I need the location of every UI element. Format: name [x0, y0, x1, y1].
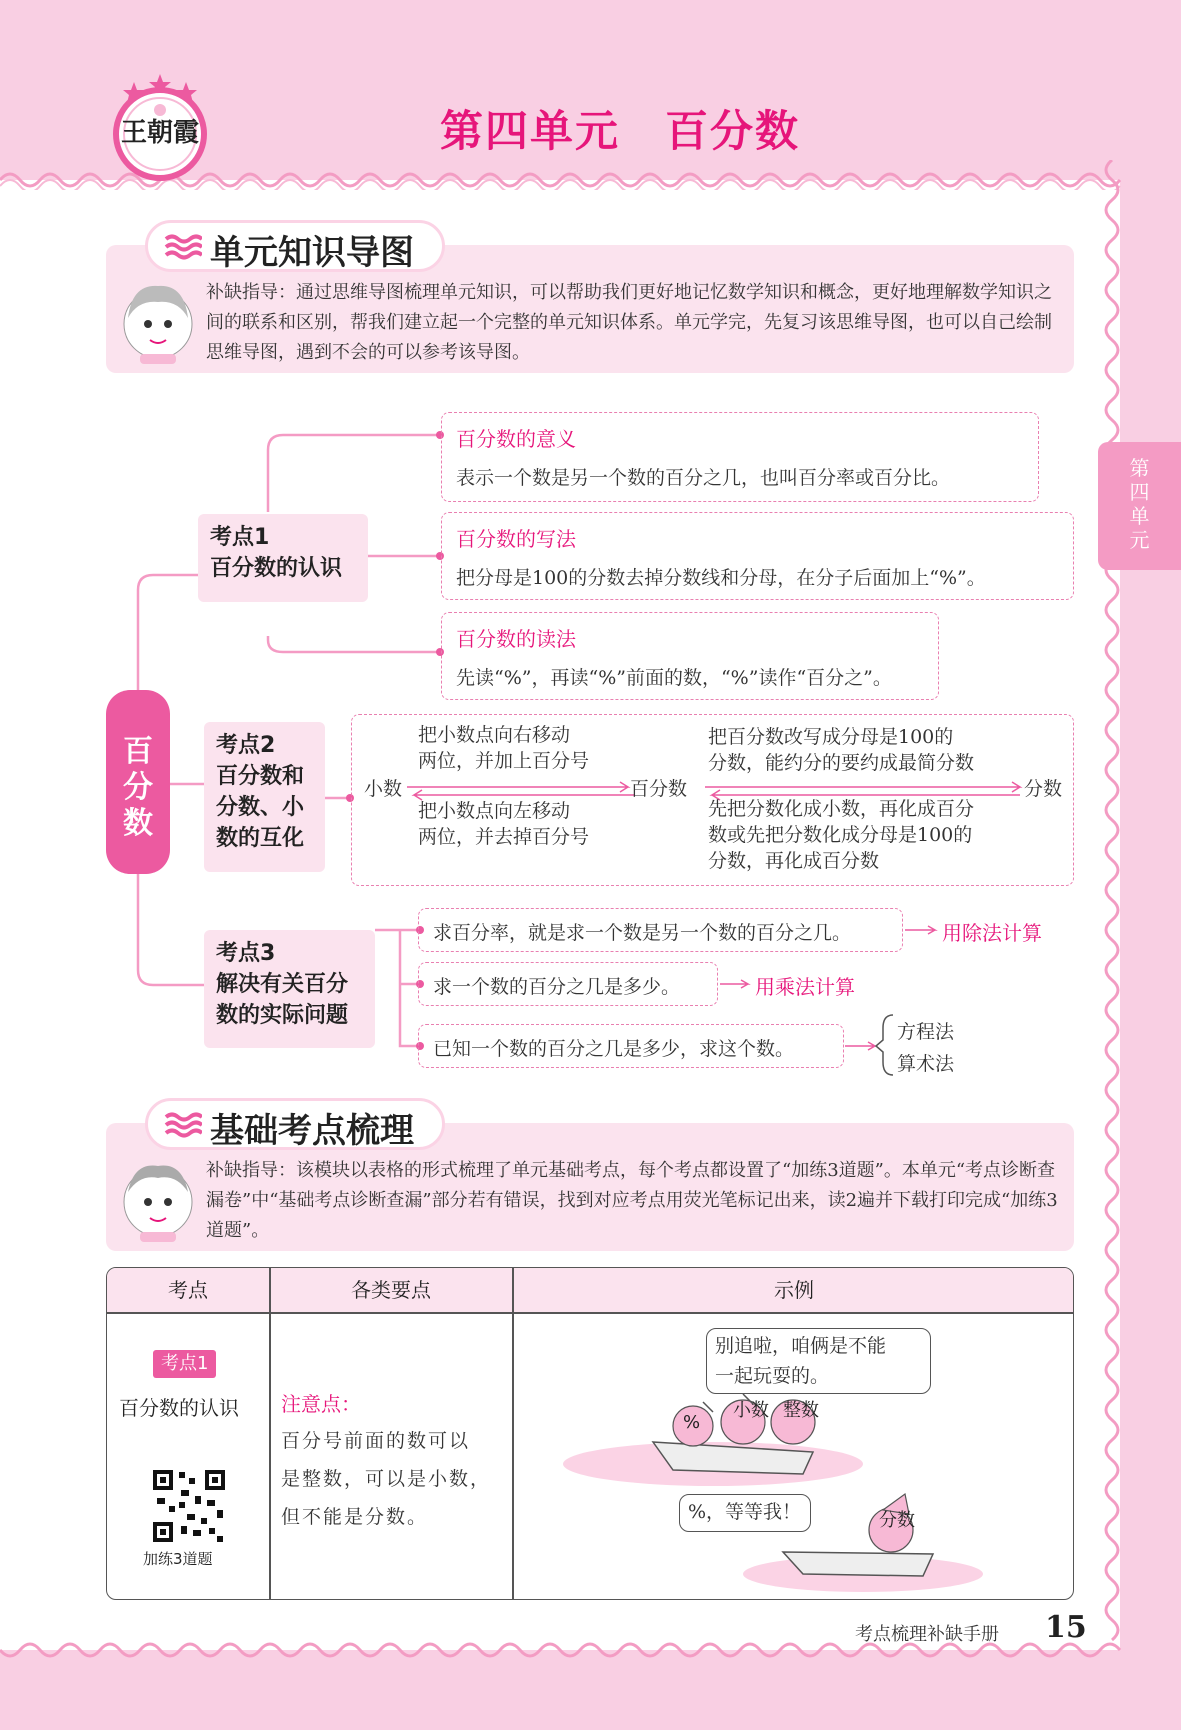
reading-text: 先读“%”，再读“%”前面的数，“%”读作“百分之”。 [456, 667, 892, 689]
conv-fraction: 分数 [1024, 778, 1063, 800]
waves-icon [164, 233, 202, 261]
writing-title: 百分数的写法 [456, 527, 576, 551]
conv-line: 先把分数化成小数，再化成百分 [708, 798, 975, 820]
section1-header [145, 220, 445, 272]
conv-line: 把百分数改写成分母是100的 [708, 726, 954, 748]
writing-box [441, 512, 1074, 600]
topic3-line: 解决有关百分 [216, 972, 349, 997]
center-char: 分 [123, 770, 153, 805]
problem-box [418, 908, 903, 952]
conv-line: 数或先把分数化成分母是100的 [708, 824, 973, 846]
note-line: 是整数，可以是小数， [281, 1468, 492, 1490]
topic2-label: 考点2 [216, 733, 276, 758]
conv-line: 把小数点向左移动 [418, 800, 571, 822]
speech-bubble: %，等等我！ [679, 1494, 811, 1532]
qr-label: 加练3道题 [143, 1550, 213, 1568]
topic3-label: 考点3 [216, 941, 276, 966]
topic3-box[interactable] [204, 930, 375, 1048]
writing-text: 把分母是100的分数去掉分数线和分母，在分子后面加上“%”。 [456, 567, 986, 589]
side-tab-char: 第 [1129, 456, 1150, 480]
topic1-box[interactable] [198, 514, 368, 602]
topic1-name: 百分数的认识 [210, 556, 343, 581]
reading-title: 百分数的读法 [456, 627, 576, 651]
conv-line: 分数，能约分的要约成最简分数 [708, 752, 975, 774]
center-char: 数 [123, 806, 153, 841]
wavy-border-bottom [0, 1640, 1181, 1670]
note-text [281, 1422, 491, 1536]
char-label: 小数 [733, 1400, 769, 1421]
conv-line: 把小数点向右移动 [418, 724, 571, 746]
table-header-example: 示例 [513, 1268, 1074, 1312]
table-header-topic: 考点 [107, 1268, 269, 1312]
conv-percent-to-fraction [708, 724, 974, 776]
conv-percent-to-decimal [418, 798, 589, 850]
side-tab-unit[interactable] [1098, 442, 1181, 570]
conv-percent: 百分数 [630, 778, 688, 800]
conv-line: 两位，并去掉百分号 [418, 826, 590, 848]
problem-text: 求一个数的百分之几是多少。 [433, 976, 681, 998]
section1-title: 单元知识导图 [210, 233, 414, 273]
problem-box [418, 962, 718, 1006]
girl-avatar-icon [118, 278, 198, 364]
conv-line: 两位，并加上百分号 [418, 750, 590, 772]
conv-line: 分数，再化成百分数 [708, 850, 880, 872]
center-char: 百 [123, 734, 153, 769]
note-line: 但不能是分数。 [281, 1506, 429, 1528]
conv-decimal-to-percent [418, 722, 589, 774]
mindmap-center[interactable] [106, 690, 170, 874]
boy-avatar-icon [118, 1156, 198, 1242]
page-number: 15 [1045, 1610, 1087, 1645]
section2-title: 基础考点梳理 [210, 1111, 414, 1151]
bubble-line: 一起玩耍的。 [715, 1365, 830, 1387]
char-label: 分数 [879, 1510, 915, 1531]
footer-label: 考点梳理补缺手册 [855, 1624, 999, 1645]
table-header-points: 各类要点 [270, 1268, 512, 1312]
section2-header [145, 1098, 445, 1150]
section2-guide-text: 补缺指导：该模块以表格的形式梳理了单元基础考点，每个考点都设置了“加练3道题”。本单元“考点诊断查漏卷”中“基础考点诊断查漏”部分若有错误，找到对应考点用荧光笔标记出来，读2遍并下载打印完成“加练3道题”。 [206, 1160, 1058, 1241]
meaning-text: 表示一个数是另一个数的百分之几，也叫百分率或百分比。 [456, 467, 951, 489]
waves-icon [164, 1111, 202, 1139]
problem-text: 求百分率，就是求一个数是另一个数的百分之几。 [433, 922, 852, 944]
method-item: 算术法 [897, 1053, 955, 1075]
problem-method: 用除法计算 [942, 921, 1042, 945]
topic1-label: 考点1 [210, 525, 270, 550]
topic2-line: 数的互化 [216, 826, 305, 851]
char-label: 整数 [783, 1400, 819, 1421]
unit-title: 第四单元 百分数 [440, 107, 800, 157]
table-divider [269, 1268, 271, 1600]
bubble-line: 别追啦，咱俩是不能 [715, 1335, 887, 1357]
char-label: % [683, 1412, 701, 1433]
problem-methods [897, 1016, 954, 1080]
problem-text: 已知一个数的百分之几是多少，求这个数。 [433, 1038, 795, 1060]
topic2-line: 百分数和 [216, 764, 305, 789]
qr-code-icon[interactable] [151, 1468, 227, 1544]
conv-fraction-to-percent [708, 796, 974, 874]
topic3-line: 数的实际问题 [216, 1003, 349, 1028]
problem-box [418, 1024, 844, 1068]
row-topic-name: 百分数的认识 [119, 1396, 239, 1420]
problem-method: 用乘法计算 [755, 975, 855, 999]
knowledge-table [106, 1267, 1074, 1600]
meaning-box [441, 412, 1039, 502]
topic2-box[interactable] [204, 722, 325, 872]
method-item: 方程法 [897, 1021, 955, 1043]
speech-bubble [706, 1328, 931, 1394]
meaning-title: 百分数的意义 [456, 427, 576, 451]
note-title: 注意点： [281, 1392, 361, 1416]
topic1-badge: 考点1 [153, 1350, 216, 1378]
wavy-border-right [1092, 160, 1132, 1660]
logo-text: 王朝霞 [120, 118, 199, 148]
side-tab-char: 四 [1129, 480, 1150, 504]
reading-box [441, 612, 939, 700]
conv-decimal: 小数 [364, 778, 403, 800]
side-tab-char: 单 [1129, 504, 1150, 528]
topic2-line: 分数、小 [216, 795, 305, 820]
side-tab-char: 元 [1129, 528, 1150, 552]
section1-guide-text: 补缺指导：通过思维导图梳理单元知识，可以帮助我们更好地记忆数学知识和概念，更好地理解数学知识之间的联系和区别，帮我们建立起一个完整的单元知识体系。单元学完，先复习该思维导图，也可以自己绘制思维导图，遇到不会的可以参考该导图。 [206, 282, 1052, 363]
note-line: 百分号前面的数可以 [281, 1430, 471, 1452]
